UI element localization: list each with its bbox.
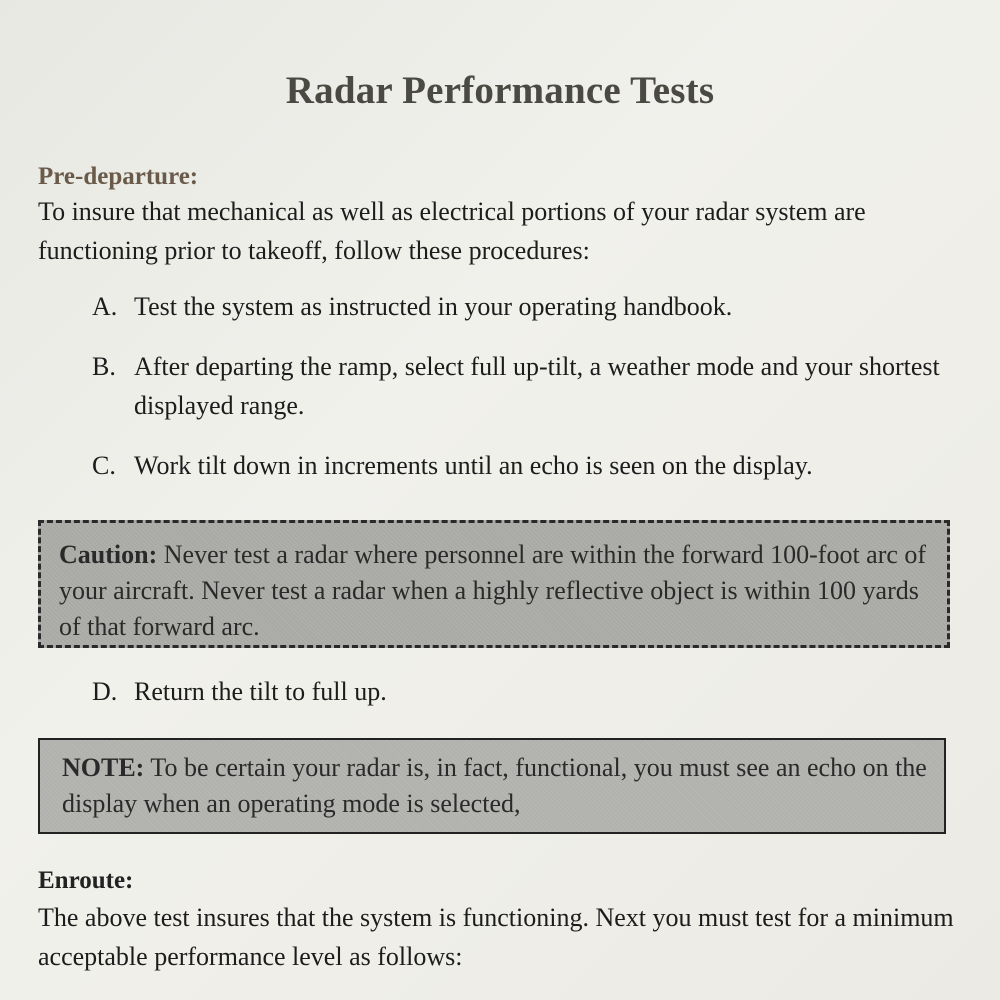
step-text: Work tilt down in increments until an echo is seen on the display. <box>134 451 813 480</box>
step-text: After departing the ramp, select full up-tilt, a weather mode and your shortest displayed range. <box>134 352 940 420</box>
step-text: Return the tilt to full up. <box>134 677 387 706</box>
note-box <box>38 738 946 834</box>
step-d <box>92 672 972 711</box>
step-letter: B. <box>92 352 116 381</box>
pre-departure-intro: To insure that mechanical as well as electrical portions of your radar system are functioning prior to takeoff, follow these procedures: <box>38 197 866 265</box>
step-b <box>92 347 972 425</box>
step-letter: D. <box>92 677 118 706</box>
step-text: Test the system as instructed in your operating handbook. <box>134 292 733 321</box>
caution-label: Caution: <box>59 540 158 569</box>
note-label: NOTE: <box>62 753 145 782</box>
step-c <box>92 446 972 485</box>
caution-box <box>38 520 950 648</box>
step-letter: C. <box>92 451 116 480</box>
enroute-text: The above test insures that the system is functioning. Next you must test for a minimum acceptable performance level as follows: <box>38 903 954 971</box>
enroute-heading: Enroute: <box>38 867 134 894</box>
step-a <box>92 287 972 326</box>
page-title: Radar Performance Tests <box>285 69 715 112</box>
note-text: To be certain your radar is, in fact, functional, you must see an echo on the display when an operating mode is selected, <box>62 753 927 818</box>
step-letter: A. <box>92 292 118 321</box>
caution-text: Never test a radar where personnel are within the forward 100-foot arc of your aircraft. Never test a radar when a highly reflective object is within 100 yards of that forward arc. <box>59 540 927 641</box>
pre-departure-heading: Pre-departure: <box>38 163 199 190</box>
